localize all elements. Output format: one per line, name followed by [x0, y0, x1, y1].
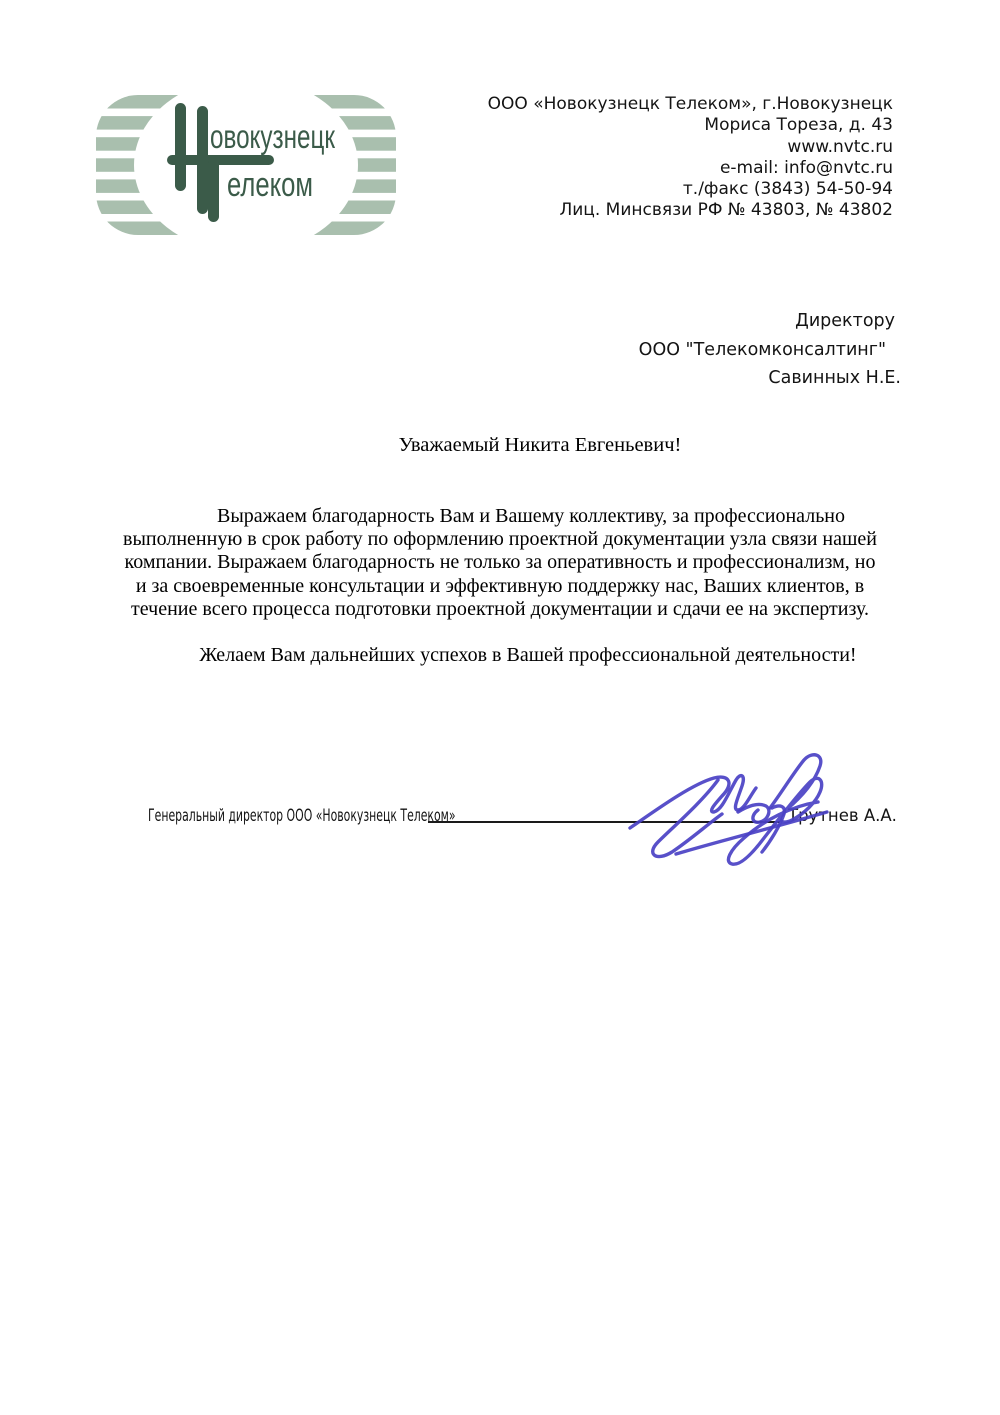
addressee-title: Директору	[795, 311, 895, 331]
phone-fax-line: т./факс (3843) 54-50-94	[682, 179, 893, 200]
handwritten-signature-icon	[618, 748, 843, 873]
signer-position-label: Генеральный директор ООО «Новокузнецк Телеком»	[148, 806, 456, 825]
closing-wish-line: Желаем Вам дальнейших успехов в Вашей профессиональной деятельности!	[199, 644, 857, 667]
license-line: Лиц. Минсвязи РФ № 43803, № 43802	[559, 200, 893, 221]
body-line: течение всего процесса подготовки проектной документации и сдачи ее на экспертизу.	[131, 597, 869, 620]
letter-body	[110, 505, 890, 667]
addressee-block	[639, 307, 901, 393]
body-line: Выражаем благодарность Вам и Вашему коллективу, за профессионально	[216, 505, 846, 527]
company-logo	[96, 95, 396, 235]
body-line: компании. Выражаем благодарность не только за оперативность и профессионализм, но	[124, 551, 876, 574]
salutation: Уважаемый Никита Евгеньевич!	[398, 434, 682, 456]
body-line: и за своевременные консультации и эффективную поддержку нас, Ваших клиентов, в	[135, 574, 865, 597]
addressee-company: ООО "Телекомконсалтинг"	[638, 339, 886, 360]
signer-name: Трутнев А.А.	[788, 806, 897, 825]
addressee-person: Савинных Н.Е.	[768, 368, 901, 388]
logo-word-telecom: елеком	[227, 166, 313, 204]
logo-word-novokuznetsk: овокузнецк	[210, 118, 336, 155]
email-line: e-mail: info@nvtc.ru	[719, 157, 893, 178]
body-line: выполненную в срок работу по оформлению проектной документации узла связи нашей	[123, 528, 877, 551]
website-line: www.nvtc.ru	[787, 136, 893, 157]
company-name-line: ООО «Новокузнецк Телеком», г.Новокузнецк	[487, 94, 893, 114]
address-line: Мориса Тореза, д. 43	[704, 115, 893, 136]
letterhead-contact-block	[488, 94, 893, 222]
